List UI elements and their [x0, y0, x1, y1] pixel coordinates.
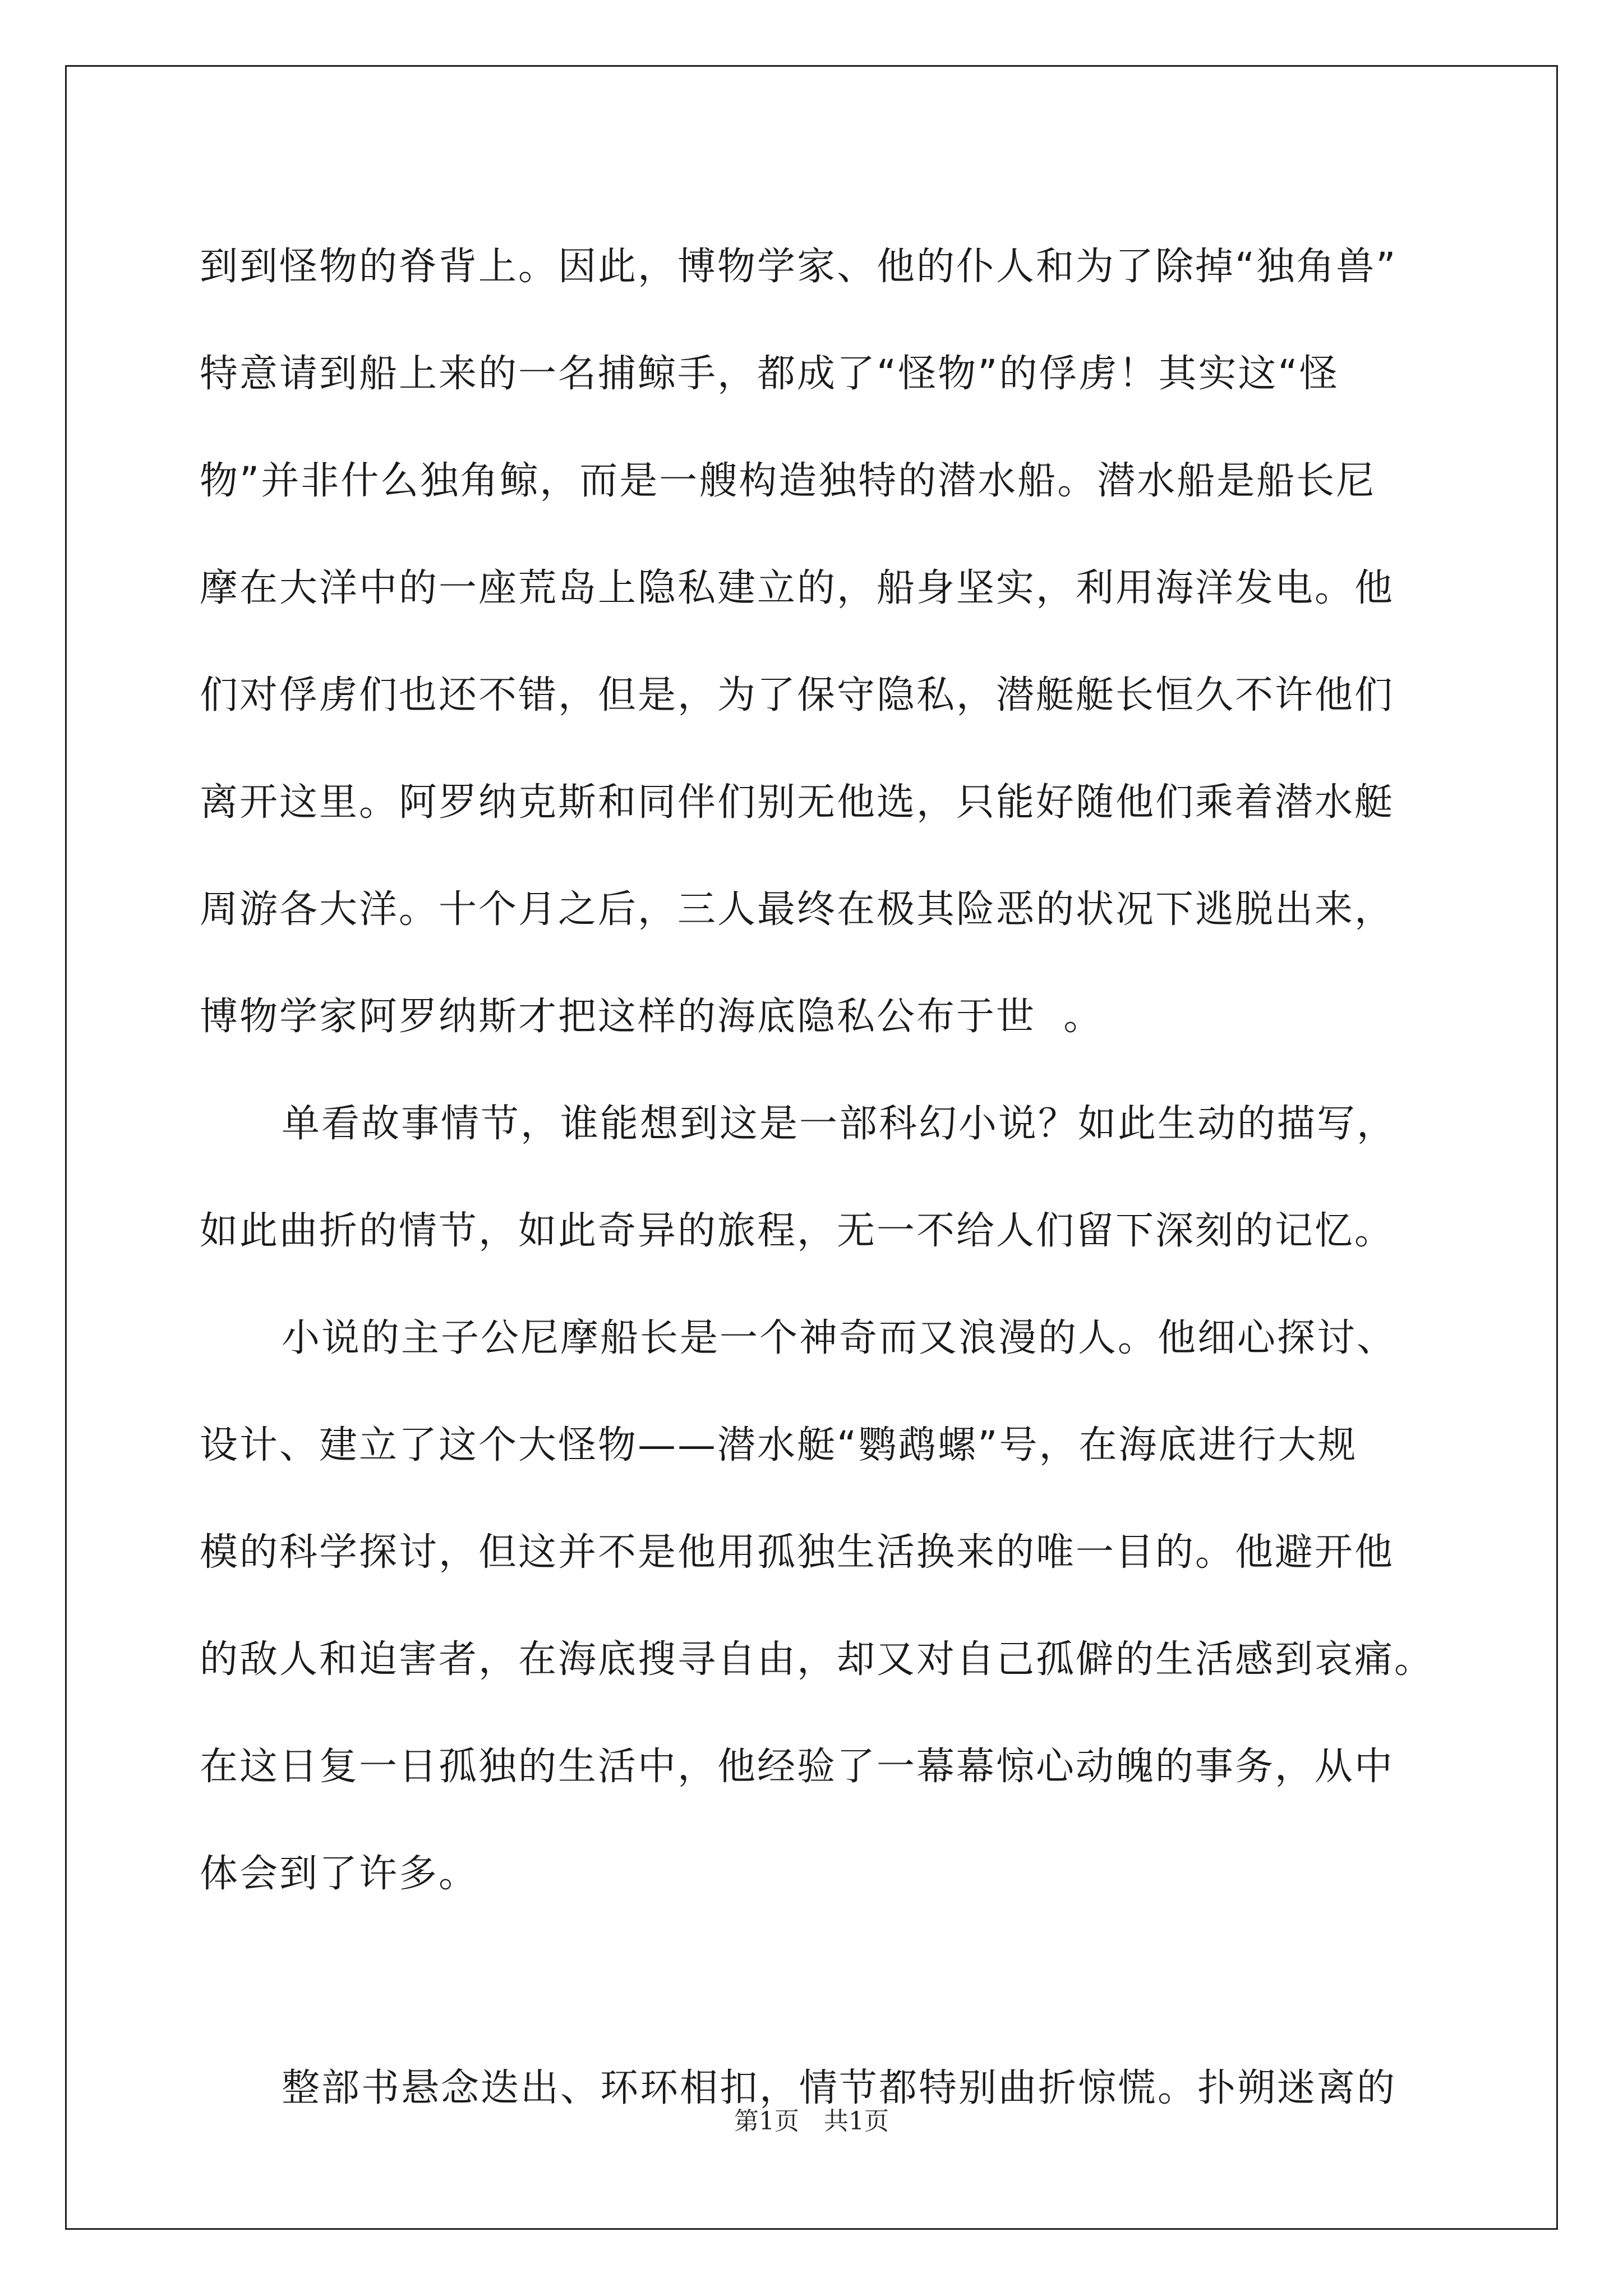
text-line: 到到怪物的脊背上。因此，博物学家、他的仆人和为了除掉“独角兽” — [200, 245, 1398, 289]
document-body — [200, 213, 1433, 2142]
page-footer: 第1页 共1页 — [734, 2107, 889, 2136]
text-line: 体会到了许多。 — [200, 1852, 479, 1896]
text-line: 周游各大洋。十个月之后，三人最终在极其险恶的状况下逃脱出来， — [200, 887, 1395, 932]
text-line: 单看故事情节，谁能想到这是一部科幻小说？如此生动的描写， — [282, 1102, 1397, 1146]
blank-line — [200, 1927, 1433, 2035]
text-line: 如此曲折的情节，如此奇异的旅程，无一不给人们留下深刻的记忆。 — [200, 1209, 1395, 1253]
text-line: 们对俘虏们也还不错，但是，为了保守隐私，潜艇艇长恒久不许他们 — [200, 673, 1395, 717]
text-line: 物”并非什么独角鲸，而是一艘构造独特的潜水船。潜水船是船长尼 — [200, 459, 1376, 503]
text-line: 摩在大洋中的一座荒岛上隐私建立的，船身坚实，利用海洋发电。他 — [200, 566, 1395, 610]
text-line: 特意请到船上来的一名捕鲸手，都成了“怪物”的俘虏！其实这“怪 — [200, 352, 1339, 396]
text-line: 的敌人和迫害者，在海底搜寻自由，却又对自己孤僻的生活感到哀痛。 — [200, 1637, 1435, 1682]
text-line: 在这日复一日孤独的生活中，他经验了一幕幕惊心动魄的事务，从中 — [200, 1745, 1395, 1789]
text-line: 模的科学探讨，但这并不是他用孤独生活换来的唯一目的。他避开他 — [200, 1530, 1395, 1575]
text-line: 离开这里。阿罗纳克斯和同伴们别无他选，只能好随他们乘着潜水艇 — [200, 780, 1395, 825]
text-line: 整部书悬念迭出、环环相扣，情节都特别曲折惊慌。扑朔迷离的 — [282, 2066, 1397, 2110]
text-line: 小说的主子公尼摩船长是一个神奇而又浪漫的人。他细心探讨、 — [282, 1316, 1397, 1360]
text-line: 设计、建立了这个大怪物——潜水艇“鹦鹉螺”号，在海底进行大规 — [200, 1423, 1358, 1467]
text-line: 博物学家阿罗纳斯才把这样的海底隐私公布于世 。 — [200, 995, 1104, 1039]
